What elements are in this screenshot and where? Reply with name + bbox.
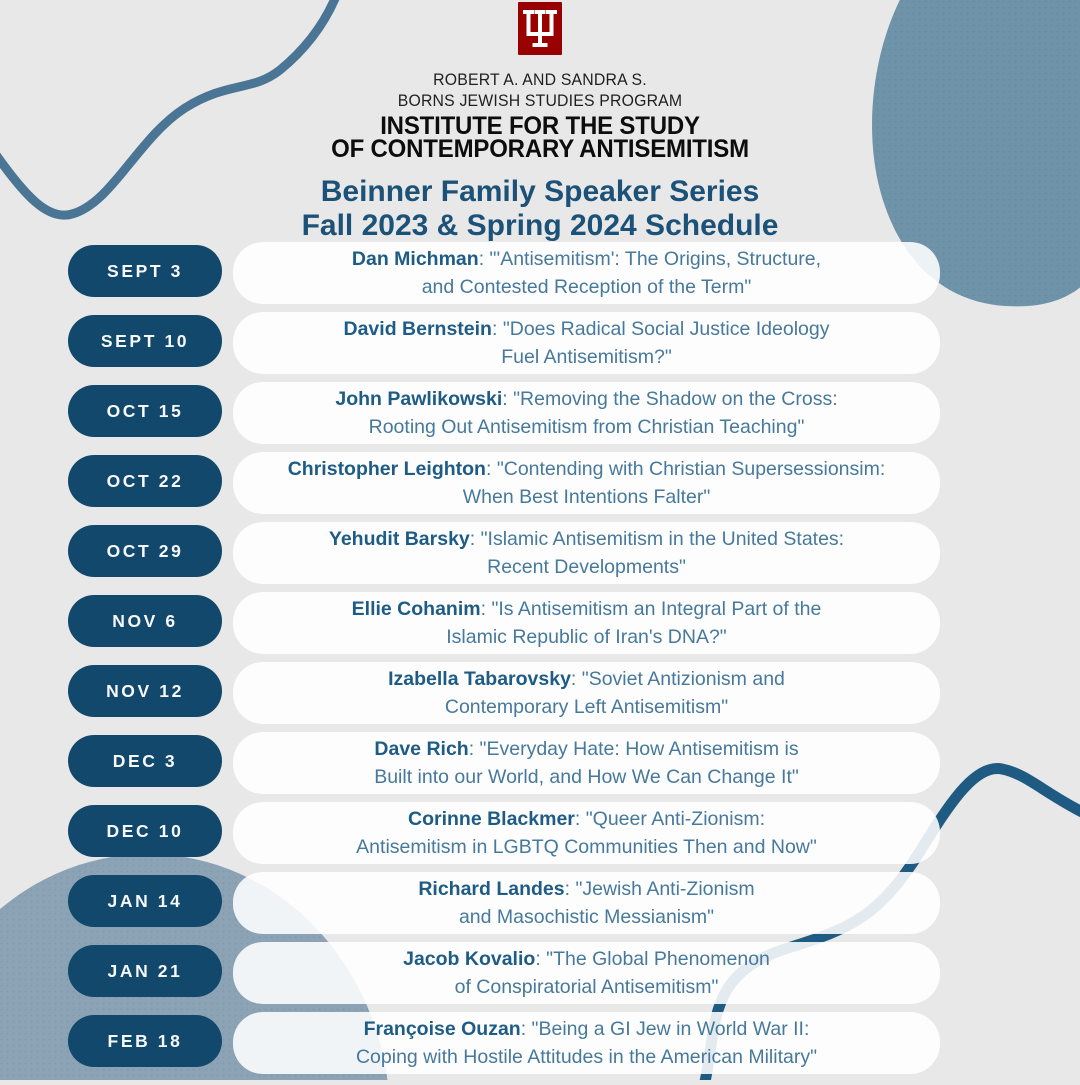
talk-title-line2: Islamic Republic of Iran's DNA?" [446,626,727,648]
event-date-pill: OCT 29 [68,525,222,577]
series-title-line2: Fall 2023 & Spring 2024 Schedule [301,209,779,242]
event-date-pill: OCT 15 [68,385,222,437]
talk-title-line1: "Removing the Shadow on the Cross: [513,388,838,410]
event-date-pill: JAN 21 [68,945,222,997]
talk-title-line2: Fuel Antisemitism?" [501,346,672,368]
event-row [68,800,940,870]
event-card [233,242,940,304]
talk-title-line1: "Contending with Christian Supersessionsim: [496,458,886,480]
speaker-separator: : [574,808,586,830]
event-row [68,940,940,1010]
speaker-name: David Bernstein [343,318,492,340]
talk-title-line2: Built into our World, and How We Can Change It" [374,766,799,788]
event-card [233,802,940,864]
event-card [233,452,940,514]
event-row [68,520,940,590]
series-title-line1: Beinner Family Speaker Series [320,175,760,208]
event-card [233,382,940,444]
speaker-name: John Pawlikowski [335,388,503,410]
event-text [356,1015,817,1071]
talk-title-line2: Contemporary Left Antisemitism" [444,696,729,718]
speaker-name: Françoise Ouzan [363,1018,521,1040]
speaker-separator: : [502,388,514,410]
event-text [329,525,844,581]
event-date-pill: SEPT 3 [68,245,222,297]
event-date-pill: JAN 14 [68,875,222,927]
event-text [335,385,837,441]
event-text [418,875,754,931]
event-date-pill: DEC 10 [68,805,222,857]
speaker-separator: : [480,598,492,620]
event-card [233,942,940,1004]
talk-title-line2: Coping with Hostile Attitudes in the American Military" [355,1046,818,1068]
talk-title-line2: When Best Intentions Falter" [462,486,711,508]
speaker-name: Yehudit Barsky [328,528,470,550]
speaker-separator: : [478,248,490,270]
event-card [233,522,940,584]
event-text [403,945,770,1001]
iu-trident-logo [518,2,562,55]
talk-title-line1: "Is Antisemitism an Integral Part of the [491,598,822,620]
program-name-line1: ROBERT A. AND SANDRA S. [433,70,647,89]
event-text [356,805,817,861]
event-row [68,870,940,940]
speaker-name: Ellie Cohanim [351,598,481,620]
speaker-separator: : [491,318,503,340]
talk-title-line2: Antisemitism in LGBTQ Communities Then and Now" [356,836,817,858]
event-date-pill: FEB 18 [68,1015,222,1067]
speaker-separator: : [468,738,480,760]
talk-title-line1: "Everyday Hate: How Antisemitism is [479,738,799,760]
institute-name-line1: INSTITUTE FOR THE STUDY [380,112,700,140]
talk-title-line1: "Queer Anti-Zionism: [585,808,765,830]
event-row [68,240,940,310]
speaker-name: Christopher Leighton [287,458,486,480]
event-row [68,590,940,660]
event-text [288,455,886,511]
event-date-pill: OCT 22 [68,455,222,507]
talk-title-line1: "The Global Phenomenon [546,948,770,970]
schedule-list [68,240,940,1080]
talk-title-line2: and Masochistic Messianism" [458,906,715,928]
trident-icon [518,2,562,55]
institute-name-line2: OF CONTEMPORARY ANTISEMITISM [331,135,749,163]
speaker-separator: : [564,878,576,900]
speaker-separator: : [469,528,481,550]
talk-title-line1: "Jewish Anti-Zionism [575,878,755,900]
talk-title-line2: Recent Developments" [487,556,686,578]
event-card [233,732,940,794]
event-row [68,450,940,520]
talk-title-line2: of Conspiratorial Antisemitism" [454,976,719,998]
event-date-pill: SEPT 10 [68,315,222,367]
event-row [68,310,940,380]
event-card [233,312,940,374]
talk-title-line1: "'Antisemitism': The Origins, Structure, [489,248,822,270]
event-text [388,665,785,721]
event-text [374,735,799,791]
event-row [68,730,940,800]
talk-title-line2: Rooting Out Antisemitism from Christian Teaching" [368,416,805,438]
event-card [233,662,940,724]
event-row [68,1010,940,1080]
talk-title-line1: "Being a GI Jew in World War II: [531,1018,810,1040]
event-row [68,380,940,450]
event-row [68,660,940,730]
event-card [233,1012,940,1074]
event-text [352,245,821,301]
event-card [233,592,940,654]
speaker-name: Corinne Blackmer [408,808,575,830]
talk-title-line2: and Contested Reception of the Term" [421,276,752,298]
speaker-name: Jacob Kovalio [403,948,536,970]
speaker-name: Izabella Tabarovsky [388,668,571,690]
program-name-line2: BORNS JEWISH STUDIES PROGRAM [397,91,683,110]
speaker-name: Dave Rich [374,738,469,760]
event-card [233,872,940,934]
event-date-pill: DEC 3 [68,735,222,787]
event-text [344,315,830,371]
speaker-name: Dan Michman [351,248,479,270]
speaker-name: Richard Landes [418,878,565,900]
speaker-separator: : [535,948,547,970]
talk-title-line1: "Does Radical Social Justice Ideology [502,318,830,340]
header [0,0,1080,243]
speaker-separator: : [485,458,497,480]
event-date-pill: NOV 12 [68,665,222,717]
event-text [352,595,822,651]
talk-title-line1: "Islamic Antisemitism in the United States: [480,528,845,550]
speaker-separator: : [520,1018,532,1040]
talk-title-line1: "Soviet Antizionism and [581,668,785,690]
speaker-separator: : [570,668,582,690]
event-date-pill: NOV 6 [68,595,222,647]
